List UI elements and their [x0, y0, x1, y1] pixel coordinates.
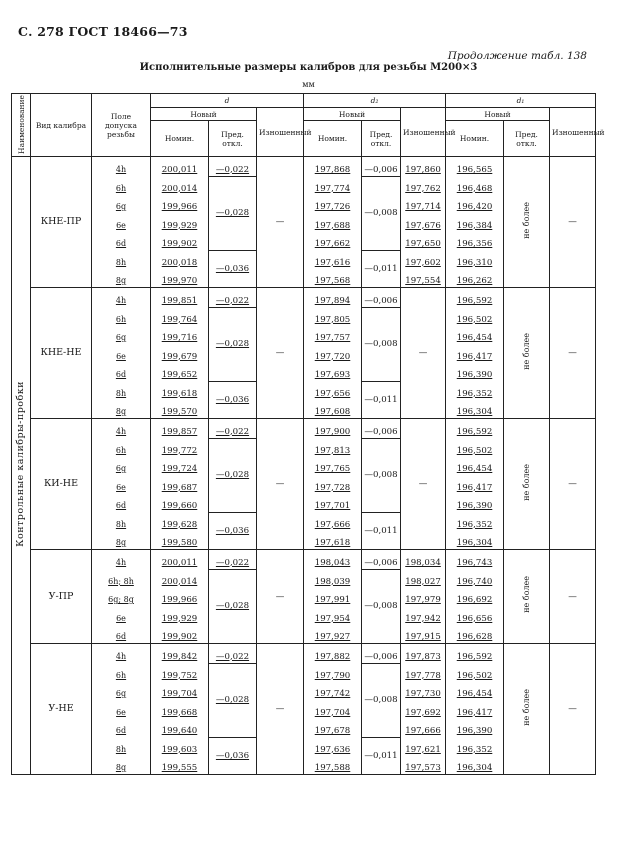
- d2-worn: 197,621: [401, 737, 446, 756]
- d1-deviation: [504, 157, 550, 288]
- d2-nominal: 198,039: [304, 569, 362, 588]
- d1-nominal: 196,502: [446, 438, 504, 457]
- d-worn: —: [257, 550, 304, 644]
- d1-nominal: 196,468: [446, 176, 504, 195]
- d2-worn: 197,666: [401, 719, 446, 738]
- d-deviation: —0,028: [209, 307, 257, 381]
- d2-worn: 197,602: [401, 250, 446, 269]
- d1-nominal: 196,592: [446, 644, 504, 664]
- d-nominal: 199,772: [151, 438, 209, 457]
- tolerance-field: 8g: [92, 756, 151, 775]
- not-more-label: не более: [521, 201, 531, 239]
- d2-deviation: —0,006: [362, 288, 401, 308]
- tolerance-field: 6d: [92, 232, 151, 251]
- side-label-cell: [12, 157, 31, 775]
- d2-nominal: 197,954: [304, 606, 362, 625]
- d2-worn: —: [401, 419, 446, 550]
- d-nominal: 200,014: [151, 176, 209, 195]
- not-more-label: не более: [521, 688, 531, 726]
- tolerance-field: 6d: [92, 494, 151, 513]
- d2-nominal: 197,765: [304, 457, 362, 476]
- d2-nominal: 197,728: [304, 475, 362, 494]
- units-label: мм: [302, 80, 315, 89]
- d-worn: —: [257, 288, 304, 419]
- d2-worn: 197,979: [401, 588, 446, 607]
- table-continuation-note: Продолжение табл. 138: [447, 50, 587, 62]
- d2-worn: 197,762: [401, 176, 446, 195]
- d2-worn: 197,778: [401, 663, 446, 682]
- d1-nominal: 196,417: [446, 475, 504, 494]
- d-deviation: —0,028: [209, 176, 257, 250]
- not-more-label: не более: [521, 463, 531, 501]
- d2-worn: 197,942: [401, 606, 446, 625]
- d2-deviation: —0,008: [362, 176, 401, 250]
- col-name-header: Наименование: [12, 94, 31, 157]
- d2-nominal: 197,693: [304, 363, 362, 382]
- d-nominal: 199,570: [151, 400, 209, 419]
- d1-nominal: 196,390: [446, 363, 504, 382]
- d1-nominal: 196,565: [446, 157, 504, 177]
- d1-deviation: [504, 644, 550, 775]
- d-nominal: 199,752: [151, 663, 209, 682]
- d-nominal: 199,679: [151, 344, 209, 363]
- d-nominal: 199,764: [151, 307, 209, 326]
- d1-nominal: 196,740: [446, 569, 504, 588]
- table-title: Исполнительные размеры калибров для резьбы М200×3: [139, 62, 478, 73]
- tolerance-field: 8h: [92, 381, 151, 400]
- tolerance-field: 6e: [92, 475, 151, 494]
- not-more-label: не более: [521, 332, 531, 370]
- d-nominal: 200,018: [151, 250, 209, 269]
- d-nominal: 199,603: [151, 737, 209, 756]
- d2-nominal: 197,704: [304, 700, 362, 719]
- d-worn: —: [257, 644, 304, 775]
- tolerance-field: 4h: [92, 288, 151, 308]
- tolerance-field: 6h: [92, 663, 151, 682]
- d1-worn: —: [550, 157, 596, 288]
- d1-nominal: 196,390: [446, 494, 504, 513]
- tolerance-field: 6e: [92, 344, 151, 363]
- d1-deviation-header: Пред. откл.: [504, 121, 550, 157]
- d1-nominal: 196,304: [446, 756, 504, 775]
- d1-nominal: 196,304: [446, 531, 504, 550]
- d2-deviation: —0,006: [362, 419, 401, 439]
- d1-nominal: 196,628: [446, 625, 504, 644]
- d1-worn: —: [550, 550, 596, 644]
- d-deviation: —0,022: [209, 419, 257, 439]
- tolerance-field: 8g: [92, 531, 151, 550]
- d1-nominal: 196,352: [446, 737, 504, 756]
- d2-nominal: 198,043: [304, 550, 362, 570]
- d-deviation: —0,022: [209, 157, 257, 177]
- d2-nominal: 197,656: [304, 381, 362, 400]
- tolerance-field: 4h: [92, 157, 151, 177]
- tolerance-field: 6h: [92, 307, 151, 326]
- d2-nominal: 197,774: [304, 176, 362, 195]
- d1-nominal: 196,454: [446, 326, 504, 345]
- d2-nominal: 197,618: [304, 531, 362, 550]
- tolerance-field: 8h: [92, 250, 151, 269]
- d2-nominal: 197,900: [304, 419, 362, 439]
- d2-nominal: 197,894: [304, 288, 362, 308]
- d2-deviation: —0,011: [362, 737, 401, 775]
- tolerance-field: 6h; 8h: [92, 569, 151, 588]
- d1-nominal: 196,592: [446, 288, 504, 308]
- d-nominal: 199,842: [151, 644, 209, 664]
- d-nominal: 199,902: [151, 232, 209, 251]
- d-nominal: 199,668: [151, 700, 209, 719]
- d2-deviation: —0,011: [362, 381, 401, 419]
- d2-nominal: 197,805: [304, 307, 362, 326]
- tolerance-field: 6g: [92, 326, 151, 345]
- d-deviation-header: Пред. откл.: [209, 121, 257, 157]
- calibre-kind: КНЕ-ПР: [31, 157, 92, 288]
- page-reference: С. 278 ГОСТ 18466—73: [18, 24, 188, 39]
- d2-nominal: 197,720: [304, 344, 362, 363]
- d-nominal: 199,851: [151, 288, 209, 308]
- d2-worn: 197,730: [401, 682, 446, 701]
- d-deviation: —0,028: [209, 663, 257, 737]
- table-row: [12, 644, 596, 664]
- d2-deviation: —0,008: [362, 307, 401, 381]
- d1-deviation: [504, 288, 550, 419]
- tolerance-field: 6g; 8g: [92, 588, 151, 607]
- d-deviation: —0,022: [209, 288, 257, 308]
- table-header: [12, 94, 605, 157]
- d-deviation: —0,022: [209, 644, 257, 664]
- calibre-dimensions-table: [11, 93, 605, 775]
- d-nominal: 199,716: [151, 326, 209, 345]
- d2-deviation: —0,008: [362, 569, 401, 644]
- d1-nominal: 196,356: [446, 232, 504, 251]
- d1-nominal: 196,304: [446, 400, 504, 419]
- tolerance-field: 6d: [92, 625, 151, 644]
- d1-nominal: 196,592: [446, 419, 504, 439]
- d2-deviation: —0,008: [362, 438, 401, 512]
- d1-nominal: 196,502: [446, 307, 504, 326]
- d2-nominal: 197,662: [304, 232, 362, 251]
- d-deviation: —0,036: [209, 512, 257, 550]
- d-nominal: 199,724: [151, 457, 209, 476]
- d1-nominal: 196,420: [446, 195, 504, 214]
- d-deviation: —0,036: [209, 381, 257, 419]
- tolerance-field: 6g: [92, 195, 151, 214]
- d1-deviation: [504, 550, 550, 644]
- calibre-kind: КИ-НЕ: [31, 419, 92, 550]
- d-nominal: 199,687: [151, 475, 209, 494]
- d-worn: —: [257, 157, 304, 288]
- d1-nominal: 196,352: [446, 381, 504, 400]
- d-nominal: 199,652: [151, 363, 209, 382]
- d1-nominal: 196,743: [446, 550, 504, 570]
- d2-nominal: 197,882: [304, 644, 362, 664]
- d1-nominal: 196,417: [446, 700, 504, 719]
- d2-nominal: 197,991: [304, 588, 362, 607]
- d1-new-header: Новый: [446, 108, 550, 121]
- tolerance-field: 4h: [92, 644, 151, 664]
- d2-worn: 198,027: [401, 569, 446, 588]
- tolerance-field: 8g: [92, 269, 151, 288]
- d2-worn-header: Изношенный: [401, 108, 446, 157]
- calibre-kind: У-ПР: [31, 550, 92, 644]
- d-nominal: 200,011: [151, 157, 209, 177]
- d2-worn: 197,873: [401, 644, 446, 664]
- calibre-kind: КНЕ-НЕ: [31, 288, 92, 419]
- d-nominal: 199,580: [151, 531, 209, 550]
- d2-nominal: 197,678: [304, 719, 362, 738]
- d-nominal: 199,929: [151, 213, 209, 232]
- d-nominal: 199,555: [151, 756, 209, 775]
- group-d-header: d: [151, 94, 304, 108]
- d2-deviation: —0,011: [362, 512, 401, 550]
- tolerance-field: 6h: [92, 438, 151, 457]
- d1-worn: —: [550, 288, 596, 419]
- d2-nominal: 197,701: [304, 494, 362, 513]
- d2-worn: 197,915: [401, 625, 446, 644]
- tolerance-field: 8h: [92, 737, 151, 756]
- d1-worn-header: Изношенный: [550, 108, 596, 157]
- tolerance-field: 6g: [92, 457, 151, 476]
- d-worn-header: Изношенный: [257, 108, 304, 157]
- d-deviation: —0,036: [209, 737, 257, 775]
- d2-deviation: —0,006: [362, 644, 401, 664]
- calibre-kind: У-НЕ: [31, 644, 92, 775]
- d2-nominal: 197,688: [304, 213, 362, 232]
- d1-nominal: 196,310: [446, 250, 504, 269]
- d2-deviation: —0,006: [362, 157, 401, 177]
- tolerance-field: 6d: [92, 719, 151, 738]
- d2-nominal: 197,790: [304, 663, 362, 682]
- d2-nominal: 197,742: [304, 682, 362, 701]
- tolerance-field: 8g: [92, 400, 151, 419]
- d1-deviation: [504, 419, 550, 550]
- d2-nominal: 197,666: [304, 512, 362, 531]
- d-new-header: Новый: [151, 108, 257, 121]
- d1-nominal-header: Номин.: [446, 121, 504, 157]
- d2-worn: 197,573: [401, 756, 446, 775]
- d-nominal: 199,640: [151, 719, 209, 738]
- d2-deviation-header: Пред. откл.: [362, 121, 401, 157]
- d2-nominal: 197,636: [304, 737, 362, 756]
- d2-deviation: —0,008: [362, 663, 401, 737]
- tolerance-field: 6e: [92, 700, 151, 719]
- col-kind-header: Вид калибра: [31, 94, 92, 157]
- d2-nominal: 197,868: [304, 157, 362, 177]
- d2-worn: 197,860: [401, 157, 446, 177]
- d1-nominal: 196,502: [446, 663, 504, 682]
- d2-nominal: 197,757: [304, 326, 362, 345]
- not-more-label: не более: [521, 576, 531, 613]
- d-deviation: —0,036: [209, 250, 257, 288]
- d2-nominal-header: Номин.: [304, 121, 362, 157]
- d1-nominal: 196,454: [446, 682, 504, 701]
- tolerance-field: 6d: [92, 363, 151, 382]
- d-nominal: 199,628: [151, 512, 209, 531]
- tolerance-field: 4h: [92, 419, 151, 439]
- d1-nominal: 196,692: [446, 588, 504, 607]
- d-nominal: 199,857: [151, 419, 209, 439]
- tolerance-field: 6g: [92, 682, 151, 701]
- d-nominal: 199,970: [151, 269, 209, 288]
- d-nominal: 199,929: [151, 606, 209, 625]
- d-nominal: 199,966: [151, 195, 209, 214]
- d-nominal: 200,014: [151, 569, 209, 588]
- d2-worn: 197,554: [401, 269, 446, 288]
- d-deviation: —0,028: [209, 569, 257, 644]
- tolerance-field: 6e: [92, 213, 151, 232]
- d2-deviation: —0,006: [362, 550, 401, 570]
- d-deviation: —0,022: [209, 550, 257, 570]
- d-deviation: —0,028: [209, 438, 257, 512]
- tolerance-field: 4h: [92, 550, 151, 570]
- d2-worn: 197,650: [401, 232, 446, 251]
- d1-nominal: 196,352: [446, 512, 504, 531]
- d2-nominal: 197,588: [304, 756, 362, 775]
- d1-nominal: 196,390: [446, 719, 504, 738]
- group-d2-header: d₂: [304, 94, 446, 108]
- d1-worn: —: [550, 419, 596, 550]
- d1-nominal: 196,656: [446, 606, 504, 625]
- d1-nominal: 196,417: [446, 344, 504, 363]
- d2-nominal: 197,927: [304, 625, 362, 644]
- tolerance-field: 6h: [92, 176, 151, 195]
- group-d1-header: d₁: [446, 94, 596, 108]
- table-row: [12, 419, 596, 439]
- d1-nominal: 196,384: [446, 213, 504, 232]
- side-label: Контрольные калибры-пробки: [15, 380, 26, 547]
- d2-nominal: 197,616: [304, 250, 362, 269]
- d2-worn: 197,692: [401, 700, 446, 719]
- d2-worn: —: [401, 288, 446, 419]
- d-nominal: 199,966: [151, 588, 209, 607]
- table-row: [12, 288, 596, 308]
- d1-nominal: 196,262: [446, 269, 504, 288]
- d2-nominal: 197,813: [304, 438, 362, 457]
- d2-deviation: —0,011: [362, 250, 401, 288]
- table-row: [12, 157, 596, 177]
- d2-worn: 197,676: [401, 213, 446, 232]
- d-nominal: 199,902: [151, 625, 209, 644]
- d-nominal: 200,011: [151, 550, 209, 570]
- d2-worn: 198,034: [401, 550, 446, 570]
- d2-nominal: 197,608: [304, 400, 362, 419]
- table-body: [12, 157, 596, 775]
- d-nominal: 199,704: [151, 682, 209, 701]
- d-nominal-header: Номин.: [151, 121, 209, 157]
- tolerance-field: 8h: [92, 512, 151, 531]
- d1-nominal: 196,454: [446, 457, 504, 476]
- d2-worn: 197,714: [401, 195, 446, 214]
- tolerance-field: 6e: [92, 606, 151, 625]
- d1-worn: —: [550, 644, 596, 775]
- d-nominal: 199,660: [151, 494, 209, 513]
- d2-nominal: 197,568: [304, 269, 362, 288]
- d2-new-header: Новый: [304, 108, 401, 121]
- col-tolerance-header: Поле допуска резьбы: [92, 94, 151, 157]
- d2-nominal: 197,726: [304, 195, 362, 214]
- d-worn: —: [257, 419, 304, 550]
- table-row: [12, 550, 596, 570]
- d-nominal: 199,618: [151, 381, 209, 400]
